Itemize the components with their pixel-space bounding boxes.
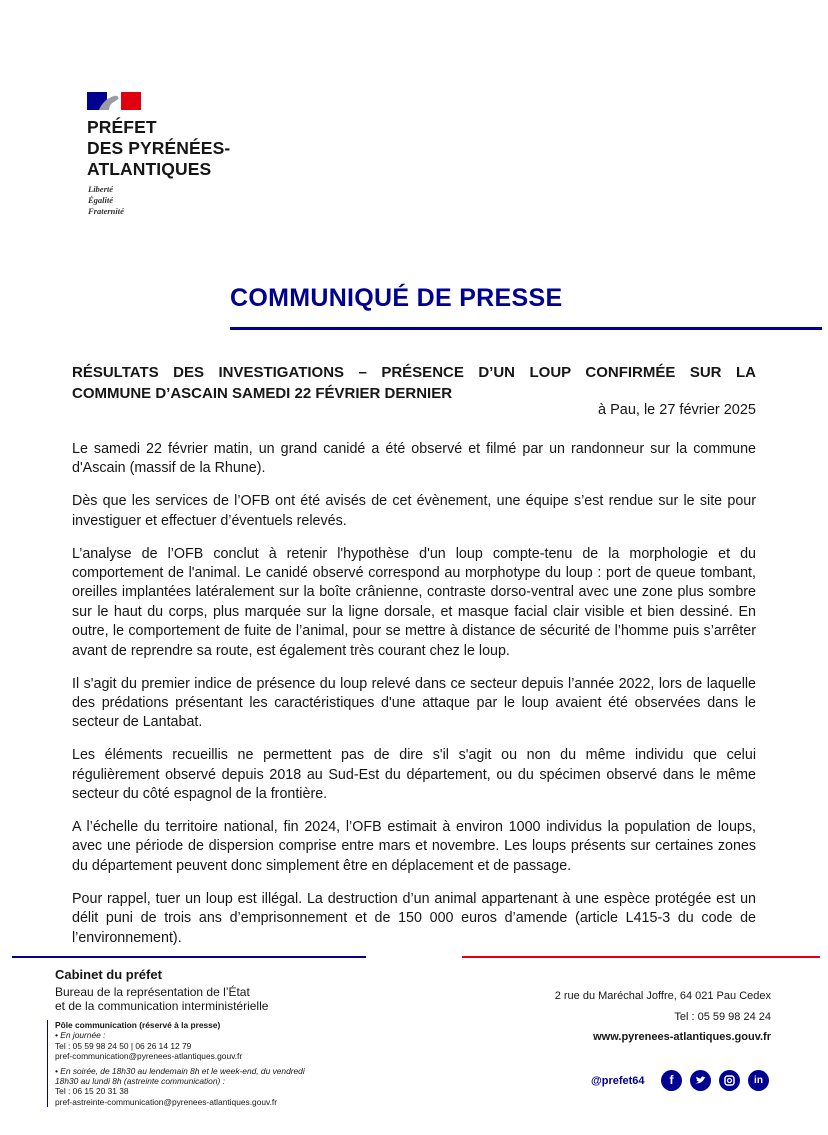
footer-divider-blue bbox=[12, 956, 366, 958]
page-title: COMMUNIQUÉ DE PRESSE bbox=[230, 284, 563, 312]
place-date: à Pau, le 27 février 2025 bbox=[598, 402, 756, 418]
instagram-icon[interactable] bbox=[719, 1070, 740, 1091]
prefecture-name: PRÉFET DES PYRÉNÉES- ATLANTIQUES bbox=[87, 117, 231, 179]
postal-address: 2 rue du Maréchal Joffre, 64 021 Pau Cedex bbox=[554, 990, 771, 1002]
paragraph: Il s'agit du premier indice de présence du loup relevé dans ce secteur depuis l’année 2022, lors de laquelle des prédations présentant les caractéristiques d'une attaque par le loup avaient été observées dans le secteur de Lantabat. bbox=[72, 675, 756, 731]
marianne-logo bbox=[87, 92, 141, 110]
footer-divider-red bbox=[462, 956, 820, 958]
paragraph: Le samedi 22 février matin, un grand canidé a été observé et filmé par un randonneur sur la commune d'Ascain (massif de la Rhune). bbox=[72, 441, 756, 477]
social-handle[interactable]: @prefet64 bbox=[591, 1075, 645, 1087]
paragraph: A l’échelle du territoire national, fin 2024, l’OFB estimait à environ 1000 individus la population de loups, avec une période de dispersion comprise entre mars et novembre. Les loups présents sur certaines zones du département peuvent donc simplement être en déplacement et de passage. bbox=[72, 819, 756, 874]
twitter-icon[interactable] bbox=[690, 1070, 711, 1091]
day-email-link[interactable]: pref-communication@pyrenees-atlantiques.gouv.fr bbox=[55, 1051, 243, 1062]
cabinet-subtitle: Bureau de la représentation de l’État et de la communication interministérielle bbox=[55, 985, 269, 1013]
press-release-body bbox=[72, 440, 756, 961]
linkedin-icon[interactable]: in bbox=[748, 1070, 769, 1091]
press-release-subject: RÉSULTATS DES INVESTIGATIONS – PRÉSENCE D’UN LOUP CONFIRMÉE SUR LA COMMUNE D’ASCAIN SAMEDI 22 FÉVRIER DERNIER bbox=[72, 364, 756, 402]
republic-motto: Liberté Égalité Fraternité bbox=[88, 184, 124, 216]
paragraph: Les éléments recueillis ne permettent pas de dire s'il s'agit ou non du même individu que celui régulièrement observé depuis 2018 au Sud-Est du département, ou du spécimen observé dans le même secteur du côté espagnol de la frontière. bbox=[72, 747, 756, 803]
paragraph: Pour rappel, tuer un loup est illégal. La destruction d’un animal appartenant à une espèce protégée est un délit puni de trois ans d’emprisonnement et de 150 000 euros d’amende (article L415-3 du code de l’environnement). bbox=[72, 890, 756, 946]
phone-number: Tel : 05 59 98 24 24 bbox=[674, 1011, 771, 1023]
paragraph: L’analyse de l’OFB conclut à retenir l'hypothèse d'un loup compte-tenu de la morphologie et du comportement de l'animal. Le canidé observé correspond au morphotype du loup : port de queue tombant, oreilles implantées latéralement sur la boîte crânienne, contraste dorso-ventral avec une zone plus sombre sur le haut du corps, plus marquée sur la ligne dorsale, et masque facial clair visible et bien dessiné. En outre, le comportement de fuite de l’animal, pour se mettre à distance de sécurité de l’homme puis s’arrêter avant de reprendre sa route, est également très courant chez le loup. bbox=[72, 545, 756, 659]
title-underline bbox=[230, 327, 822, 330]
paragraph: Dès que les services de l’OFB ont été avisés de cet évènement, une équipe s’est rendue sur le site pour investiguer et effectuer d’éventuels relevés. bbox=[72, 493, 756, 529]
cabinet-title: Cabinet du préfet bbox=[55, 967, 162, 982]
evening-email-link[interactable]: pref-astreinte-communication@pyrenees-atlantiques.gouv.fr bbox=[55, 1096, 278, 1107]
website-link[interactable]: www.pyrenees-atlantiques.gouv.fr bbox=[593, 1031, 771, 1043]
facebook-icon[interactable]: f bbox=[661, 1070, 682, 1091]
press-contact-block: Pôle communication (réservé à la presse) • En journée : Tel : 05 59 98 24 50 | 06 26 14 12 79 pref-communication@pyrenees-atlantiques.gouv.fr • En soirée, de 18h30 au lendemain 8h et le week-end, du vendredi 18h30 au lundi 8h (astreinte communication) : Tel : 06 15 20 31 38 pref-astreinte-communication@pyrenees-atlantiques.gouv.fr bbox=[47, 1020, 385, 1107]
